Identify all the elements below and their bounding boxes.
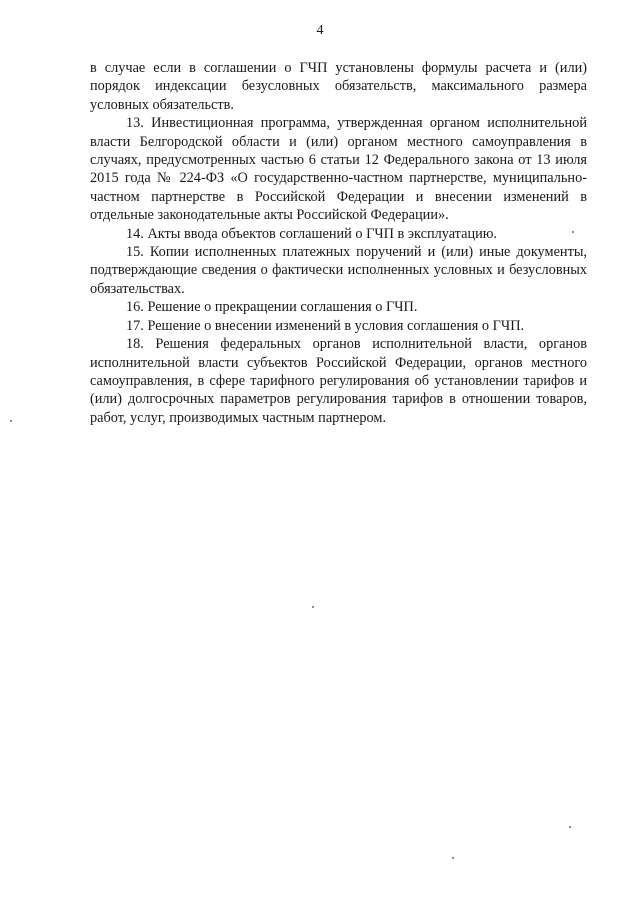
paragraph-item-13: 13. Инвестиционная программа, утвержденная органом исполнительной власти Белгородской области и (или) органом местного самоуправления в случаях, предусмотренных частью 6 статьи 12 Федерального закона от 13 июля 2015 года № 224-ФЗ «О государственно-частном партнерстве, муниципально-частном партнерстве в Российской Федерации и внесении изменений в отдельные законодательные акты Российской Федерации». xyxy=(90,115,587,224)
scan-speck xyxy=(452,857,454,859)
paragraph-item-15: 15. Копии исполненных платежных поручений и (или) иные документы, подтверждающие сведения о фактически исполненных условных и безусловных обязательствах. xyxy=(90,244,587,297)
paragraph-item-16: 16. Решение о прекращении соглашения о ГЧП. xyxy=(126,299,418,316)
paragraph-continuation: в случае если в соглашении о ГЧП установлены формулы расчета и (или) порядок индексации безусловных обязательств, максимального размера условных обязательств. xyxy=(90,60,587,113)
page-number: 4 xyxy=(316,23,324,38)
paragraph-item-14: 14. Акты ввода объектов соглашений о ГЧП в эксплуатацию. xyxy=(126,225,497,242)
scan-speck xyxy=(10,420,12,422)
scan-speck xyxy=(312,606,314,608)
paragraph-item-18: 18. Решения федеральных органов исполнительной власти, органов исполнительной власти субъектов Российской Федерации, органов местного самоуправления, в сфере тарифного регулирования об установлении тарифов и (или) долгосрочных параметров регулирования тарифов в отношении товаров, работ, услуг, производимых частным партнером. xyxy=(90,336,587,426)
paragraph-item-17: 17. Решение о внесении изменений в условия соглашения о ГЧП. xyxy=(126,317,525,334)
scan-speck xyxy=(569,826,571,828)
scan-speck xyxy=(572,231,574,233)
document-body xyxy=(90,59,587,427)
